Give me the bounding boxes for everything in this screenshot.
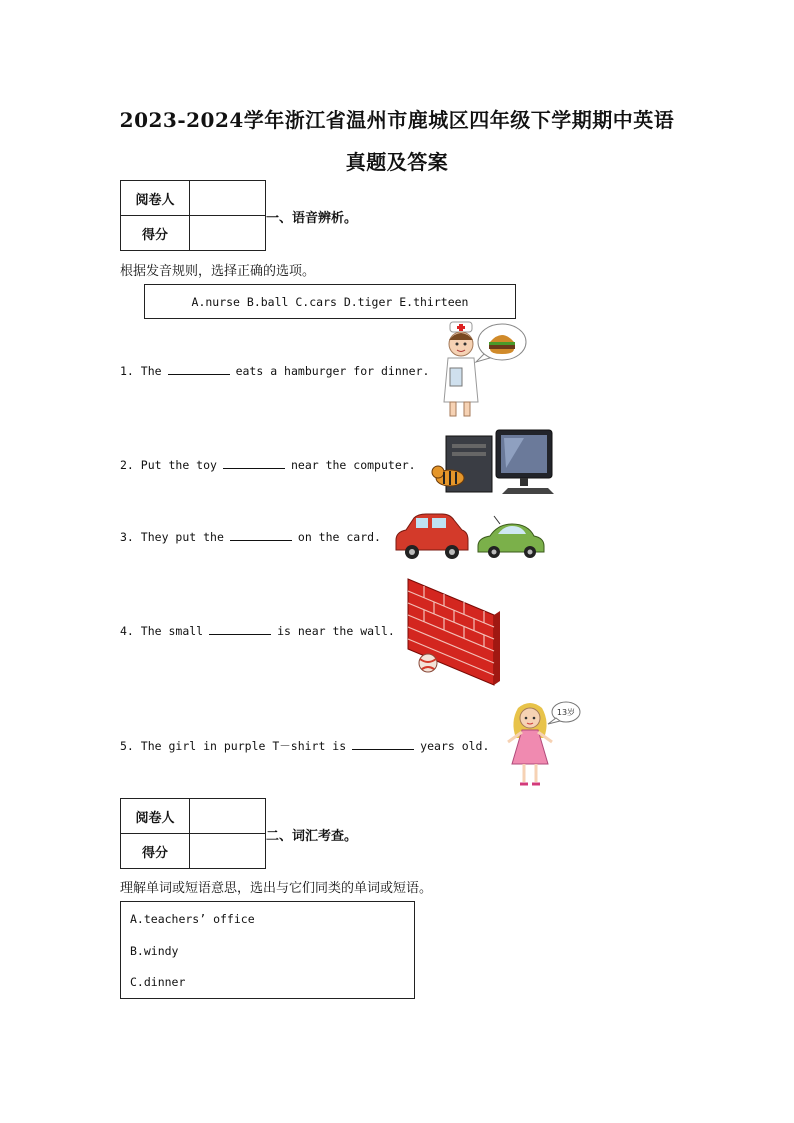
computer-icon (446, 430, 554, 494)
page-title-line-1: 2023-2024学年浙江省温州市鹿城区四年级下学期期中英语 (119, 108, 675, 132)
reviewer-cell[interactable] (190, 181, 266, 216)
question-1: 1. The eats a hamburger for dinner. (120, 364, 430, 378)
word-option-a: A.teachers’ office (130, 912, 255, 926)
reviewer-label: 阅卷人 (121, 799, 190, 834)
girl-icon (508, 703, 552, 784)
section-2-instruction: 理解单词或短语意思，选出与它们同类的单词或短语。 (120, 881, 433, 896)
reviewer-cell[interactable] (190, 799, 266, 834)
page-title-line-2: 真题及答案 (345, 150, 449, 174)
options-box (144, 284, 516, 319)
question-2: 2. Put the toy near the computer. (120, 458, 416, 472)
hamburger-speech-bubble-icon (476, 324, 526, 362)
word-option-b: B.windy (130, 943, 179, 958)
speech-bubble-icon (548, 702, 580, 724)
wall-ball-picture (404, 575, 504, 687)
question-3: 3. They put the on the card. (120, 530, 381, 544)
reviewer-label: 阅卷人 (121, 181, 190, 216)
green-car-icon (478, 516, 544, 558)
answer-blank-1[interactable] (168, 373, 230, 375)
score-cell[interactable] (190, 834, 266, 869)
grading-table-1 (120, 180, 266, 251)
cars-picture (390, 510, 550, 560)
grading-table-2 (120, 798, 266, 869)
score-label: 得分 (121, 834, 190, 869)
word-option-c: C.dinner (130, 975, 186, 989)
computer-tiger-picture (430, 426, 560, 500)
answer-blank-3[interactable] (230, 539, 292, 541)
section-1-instruction: 根据发音规则，选择正确的选项。 (120, 264, 316, 279)
section-2-heading: 二、词汇考查。 (266, 829, 358, 844)
question-4: 4. The small is near the wall. (120, 624, 395, 638)
section-1-heading: 一、语音辨析。 (266, 211, 358, 226)
ball-icon (419, 654, 437, 672)
options-text: A.nurse B.ball C.cars D.tiger E.thirteen (191, 294, 469, 309)
answer-blank-4[interactable] (209, 633, 271, 635)
question-5: 5. The girl in purple T－shirt is years old. (120, 739, 490, 753)
girl-picture (500, 698, 586, 792)
score-cell[interactable] (190, 216, 266, 251)
nurse-icon (444, 322, 478, 416)
score-label: 得分 (121, 216, 190, 251)
word-options-box (120, 901, 415, 999)
speech-bubble-text: 13岁 (556, 708, 576, 717)
answer-blank-2[interactable] (223, 467, 285, 469)
red-car-icon (396, 514, 468, 559)
answer-blank-5[interactable] (352, 748, 414, 750)
nurse-hamburger-picture (434, 320, 530, 420)
